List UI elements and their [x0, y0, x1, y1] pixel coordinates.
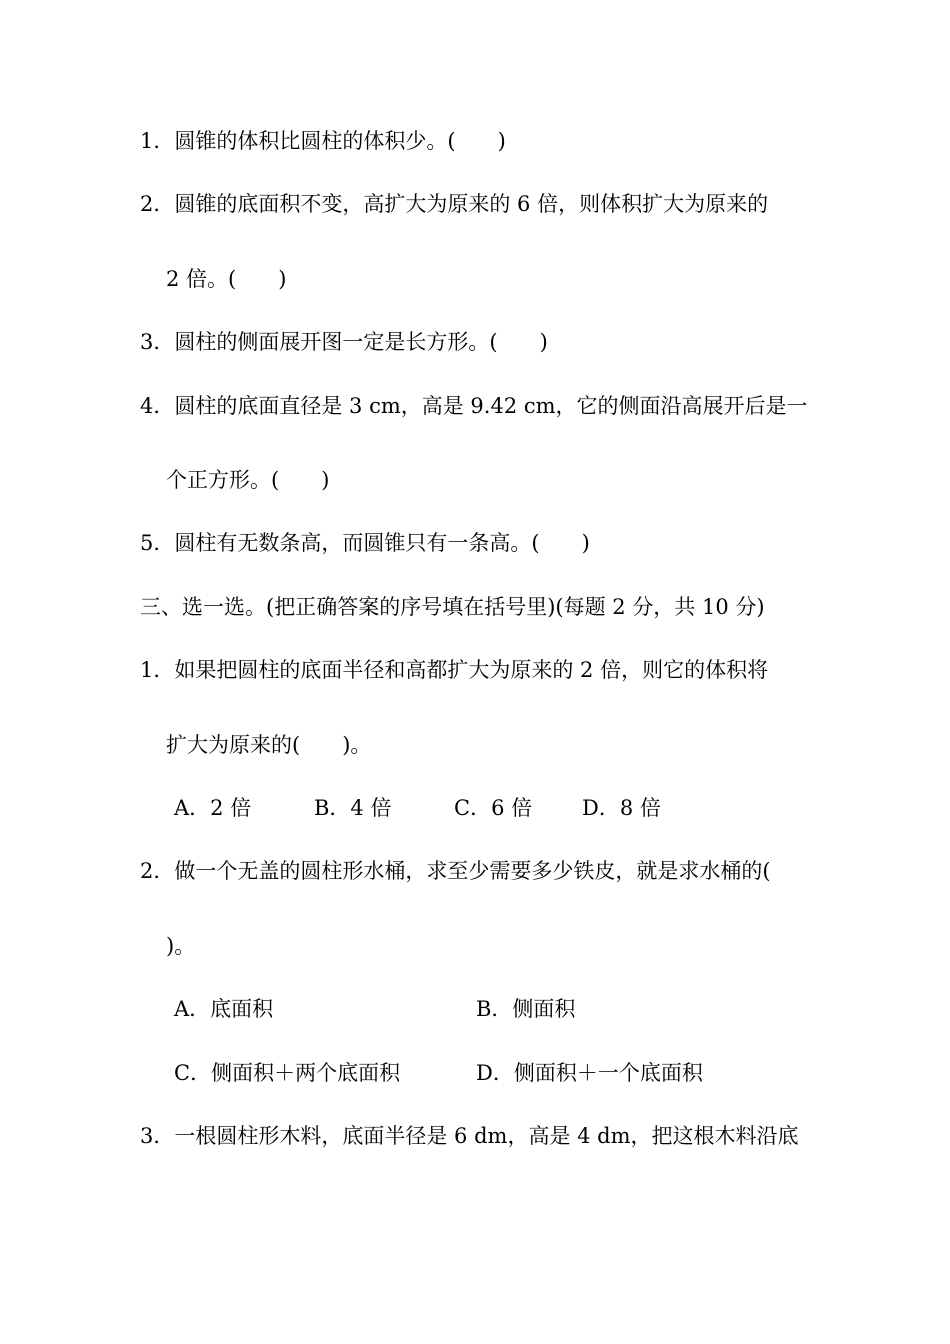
- option-c: C．6 倍: [454, 796, 533, 820]
- question-item-4: [140, 396, 808, 417]
- question-number: 3．: [140, 1124, 175, 1148]
- choice-question-2-continuation: )。: [166, 934, 196, 958]
- question-text: 圆柱的底面直径是 3 cm，高是 9.42 cm，它的侧面沿高展开后是一: [174, 394, 808, 418]
- question-item-3: [140, 332, 548, 353]
- question-item-1: [140, 131, 506, 152]
- section-heading: 三、选一选。(把正确答案的序号填在括号里)(每题 2 分，共 10 分): [140, 595, 765, 619]
- option-b: B．侧面积: [476, 997, 576, 1021]
- question-number: 2．: [140, 192, 175, 216]
- choice-question-3: [140, 1126, 799, 1147]
- option-a: A．2 倍: [174, 796, 252, 820]
- question-item-4-continuation: 个正方形。( ): [166, 468, 330, 492]
- question-text: 圆柱有无数条高，而圆锥只有一条高。( ): [174, 531, 590, 555]
- question-number: 2．: [140, 859, 175, 883]
- choice-question-2: [140, 861, 771, 882]
- question-item-5: [140, 533, 590, 554]
- question-number: 4．: [140, 394, 175, 418]
- question-number: 1．: [140, 658, 175, 682]
- option-d: D．8 倍: [582, 796, 661, 820]
- question-item-2: [140, 194, 768, 215]
- option-b: B．4 倍: [314, 796, 392, 820]
- question-text: 一根圆柱形木料，底面半径是 6 dm，高是 4 dm，把这根木料沿底: [174, 1124, 799, 1148]
- choice-question-1-continuation: 扩大为原来的( )。: [166, 733, 372, 757]
- option-c: C．侧面积＋两个底面积: [174, 1061, 401, 1085]
- option-d: D．侧面积＋一个底面积: [476, 1061, 703, 1085]
- question-number: 3．: [140, 330, 175, 354]
- question-item-2-continuation: 2 倍。( ): [166, 267, 287, 291]
- question-text: 圆锥的底面积不变，高扩大为原来的 6 倍，则体积扩大为原来的: [174, 192, 769, 216]
- option-a: A．底面积: [174, 997, 274, 1021]
- question-number: 1．: [140, 129, 175, 153]
- choice-question-1: [140, 660, 768, 681]
- question-text: 圆锥的体积比圆柱的体积少。( ): [174, 129, 506, 153]
- question-text: 如果把圆柱的底面半径和高都扩大为原来的 2 倍，则它的体积将: [174, 658, 769, 682]
- question-text: 做一个无盖的圆柱形水桶，求至少需要多少铁皮，就是求水桶的(: [174, 859, 771, 883]
- question-number: 5．: [140, 531, 175, 555]
- question-text: 圆柱的侧面展开图一定是长方形。( ): [174, 330, 548, 354]
